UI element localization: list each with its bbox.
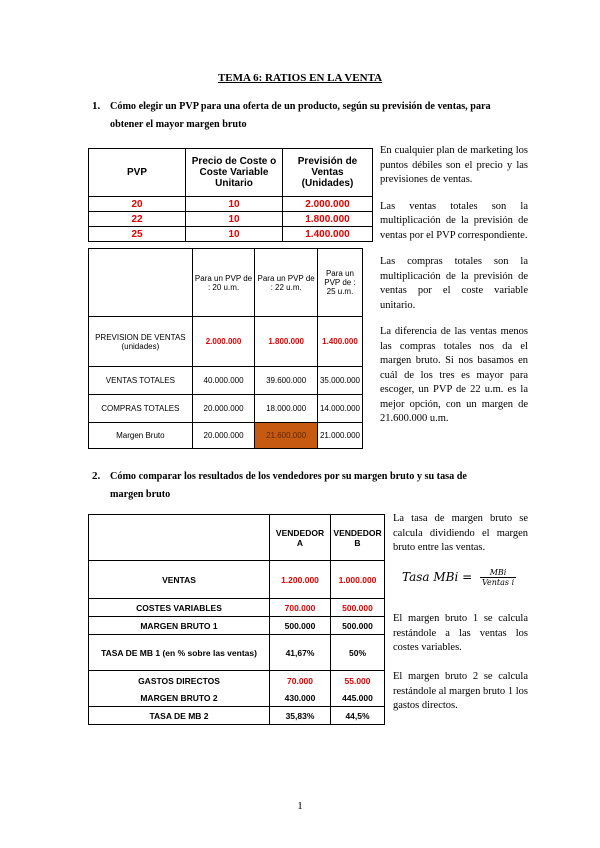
cost-header: Precio de Coste o Coste Variable Unitario [186, 149, 283, 197]
table-cell: 35,83% [270, 707, 331, 725]
table-cell: 700.000 [270, 599, 331, 617]
section-1-heading-line1: Cómo elegir un PVP para una oferta de un producto, según su previsión de ventas, para [110, 101, 491, 112]
margin-rate-formula [402, 568, 516, 587]
table-cell: 1.800.000 [255, 317, 318, 367]
seller-b-header: VENDEDOR B [331, 515, 385, 561]
pvp-header: PVP [89, 149, 186, 197]
table-cell: 445.000 [331, 691, 385, 707]
highlighted-cell: 21.600.000 [255, 423, 318, 449]
section-2-heading-line2: margen bruto [110, 489, 171, 500]
table-cell: 35.000.000 [317, 367, 362, 395]
row-label: PREVISION DE VENTAS (unidades) [89, 317, 193, 367]
formula-fraction [480, 568, 516, 587]
pvp22-header: Para un PVP de : 22 u.m. [255, 249, 318, 317]
formula-numerator: MBi [480, 568, 516, 578]
row-label: MARGEN BRUTO 1 [89, 617, 270, 635]
pvp-table [88, 148, 373, 242]
section-2-paragraph-2: El margen bruto 1 se calcula restándole a las ventas los costes variables. [393, 613, 528, 653]
section-1-paragraphs [380, 144, 528, 427]
row-label: TASA DE MB 1 (en % sobre las ventas) [89, 635, 270, 671]
table-cell: 1.800.000 [283, 212, 373, 227]
paragraph: Las compras totales son la multiplicación de la previsión de ventas por el coste variable unitario. [380, 256, 528, 311]
pvp20-header: Para un PVP de : 20 u.m. [192, 249, 255, 317]
table-cell: 21.000.000 [317, 423, 362, 449]
section-2-paragraph-3: El margen bruto 2 se calcula restándole al margen bruto 1 los gastos directos. [393, 671, 528, 711]
sellers-table [88, 514, 385, 725]
table-cell: 14.000.000 [317, 395, 362, 423]
sales-projection-table [88, 248, 363, 449]
paragraph: Las ventas totales son la multiplicación de la previsión de ventas por el PVP correspondiente. [380, 200, 528, 241]
section-1-number: 1. [92, 100, 101, 112]
table-cell: 1.200.000 [270, 561, 331, 599]
table-cell: 55.000 [331, 671, 385, 691]
table-cell: 500.000 [270, 617, 331, 635]
table-cell: 10 [186, 227, 283, 242]
section-2-number: 2. [92, 470, 101, 482]
empty-header [89, 249, 193, 317]
table-cell: 1.400.000 [317, 317, 362, 367]
seller-a-header: VENDEDOR A [270, 515, 331, 561]
row-label: GASTOS DIRECTOS [89, 671, 270, 691]
paragraph: En cualquier plan de marketing los puntos débiles son el precio y las previsiones de ventas. [380, 145, 528, 185]
page-number: 1 [297, 800, 303, 812]
table-cell: 500.000 [331, 617, 385, 635]
section-2-heading-line1: Cómo comparar los resultados de los vendedores por su margen bruto y su tasa de [110, 471, 467, 482]
row-label: COSTES VARIABLES [89, 599, 270, 617]
table-cell: 44,5% [331, 707, 385, 725]
table-cell: 10 [186, 212, 283, 227]
formula-denominator: Ventas i [482, 578, 515, 587]
table-cell: 1.000.000 [331, 561, 385, 599]
table-cell: 41,67% [270, 635, 331, 671]
table-cell: 70.000 [270, 671, 331, 691]
table-cell: 50% [331, 635, 385, 671]
row-label: Margen Bruto [89, 423, 193, 449]
section-2-heading [110, 468, 530, 504]
table-cell: 40.000.000 [192, 367, 255, 395]
empty-header [89, 515, 270, 561]
table-cell: 430.000 [270, 691, 331, 707]
table-cell: 20.000.000 [192, 395, 255, 423]
formula-lhs: Tasa MBi = [402, 570, 473, 584]
pvp25-header: Para un PVP de : 25 u.m. [317, 249, 362, 317]
row-label: VENTAS TOTALES [89, 367, 193, 395]
table-cell: 39.600.000 [255, 367, 318, 395]
row-label: MARGEN BRUTO 2 [89, 691, 270, 707]
table-cell: 2.000.000 [283, 197, 373, 212]
section-1-heading [110, 98, 530, 134]
table-cell: 22 [89, 212, 186, 227]
table-cell: 2.000.000 [192, 317, 255, 367]
table-cell: 1.400.000 [283, 227, 373, 242]
table-cell: 20 [89, 197, 186, 212]
table-cell: 10 [186, 197, 283, 212]
table-cell: 20.000.000 [192, 423, 255, 449]
table-cell: 25 [89, 227, 186, 242]
section-1-heading-line2: obtener el mayor margen bruto [110, 119, 247, 130]
table-cell: 18.000.000 [255, 395, 318, 423]
row-label: COMPRAS TOTALES [89, 395, 193, 423]
row-label: TASA DE MB 2 [89, 707, 270, 725]
page-title: TEMA 6: RATIOS EN LA VENTA [217, 72, 383, 84]
forecast-header: Previsión de Ventas (Unidades) [283, 149, 373, 197]
row-label: VENTAS [89, 561, 270, 599]
table-cell: 500.000 [331, 599, 385, 617]
paragraph: La diferencia de las ventas menos las compras totales nos da el margen bruto. Si nos basamos en cuál de los tres es mayor para escoger, un PVP de 22 u.m. es la mejor opción, con un margen de 21.600.000 u.m. [380, 326, 528, 424]
section-2-paragraph-1: La tasa de margen bruto se calcula dividiendo el margen bruto entre las ventas. [393, 513, 528, 553]
